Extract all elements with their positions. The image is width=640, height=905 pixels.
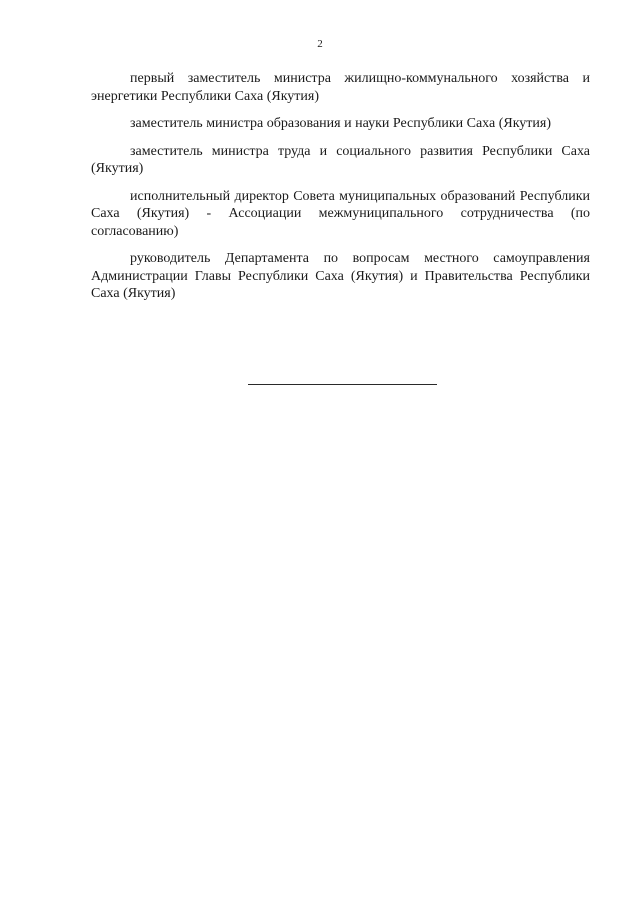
page-number: 2 xyxy=(317,38,323,50)
member-list xyxy=(91,70,590,313)
list-item: первый заместитель министра жилищно-коммунального хозяйства и энергетики Республики Саха (Якутия) xyxy=(91,71,590,104)
list-item: заместитель министра образования и науки Республики Саха (Якутия) xyxy=(130,116,552,131)
end-divider-line xyxy=(248,384,437,385)
list-item: заместитель министра труда и социального развития Республики Саха (Якутия) xyxy=(91,143,590,176)
list-item: исполнительный директор Совета муниципальных образований Республики Саха (Якутия) - Ассоциации межмуниципального сотрудничества (по согласованию) xyxy=(91,188,590,239)
list-item: руководитель Департамента по вопросам местного самоуправления Администрации Главы Республики Саха (Якутия) и Правительства Республики Саха (Якутия) xyxy=(91,251,590,301)
